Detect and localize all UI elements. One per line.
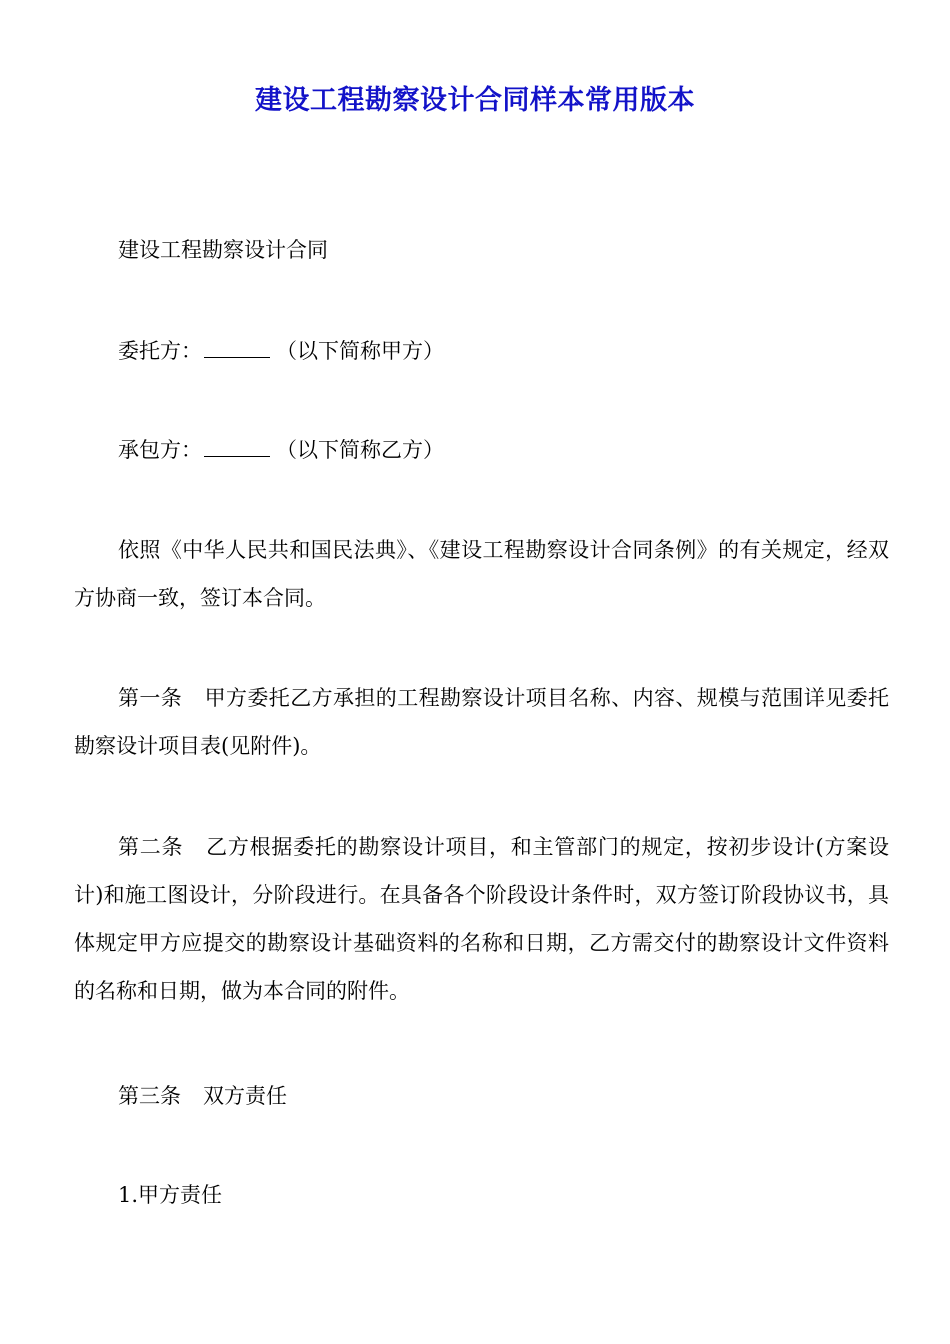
article-1-paragraph [74, 674, 889, 770]
contractor-suffix: （以下简称乙方） [276, 438, 444, 462]
document-title: 建设工程勘察设计合同样本常用版本 [255, 85, 695, 116]
contractor-line [74, 426, 889, 474]
article-2-paragraph [74, 823, 889, 1015]
article-3-text: 双方责任 [203, 1084, 287, 1108]
article-1-heading: 第一条 [118, 686, 183, 710]
article-1-text: 甲方委托乙方承担的工程勘察设计项目名称、内容、规模与范围详见委托勘察设计项目表(见附件)。 [74, 686, 890, 758]
contract-name-text: 建设工程勘察设计合同 [118, 238, 328, 262]
client-line [74, 327, 889, 375]
section-1-heading [74, 1171, 889, 1219]
article-2-text: 乙方根据委托的勘察设计项目，和主管部门的规定，按初步设计(方案设计)和施工图设计，分阶段进行。在具备各个阶段设计条件时，双方签订阶段协议书，具体规定甲方应提交的勘察设计基础资料的名称和日期，乙方需交付的勘察设计文件资料的名称和日期，做为本合同的附件。 [74, 835, 889, 1003]
contractor-label: 承包方： [118, 438, 202, 462]
client-suffix: （以下简称甲方） [276, 339, 444, 363]
contract-name [74, 226, 889, 274]
contractor-blank [204, 455, 270, 457]
section-1-heading-text: 1.甲方责任 [118, 1183, 223, 1207]
article-2-heading: 第二条 [118, 835, 184, 859]
preamble-paragraph [74, 526, 889, 622]
client-blank [204, 356, 270, 358]
article-3-paragraph [74, 1072, 889, 1120]
client-label: 委托方： [118, 339, 202, 363]
preamble-text: 依照《中华人民共和国民法典》、《建设工程勘察设计合同条例》的有关规定，经双方协商一致，签订本合同。 [74, 538, 889, 610]
article-3-heading: 第三条 [118, 1084, 181, 1108]
